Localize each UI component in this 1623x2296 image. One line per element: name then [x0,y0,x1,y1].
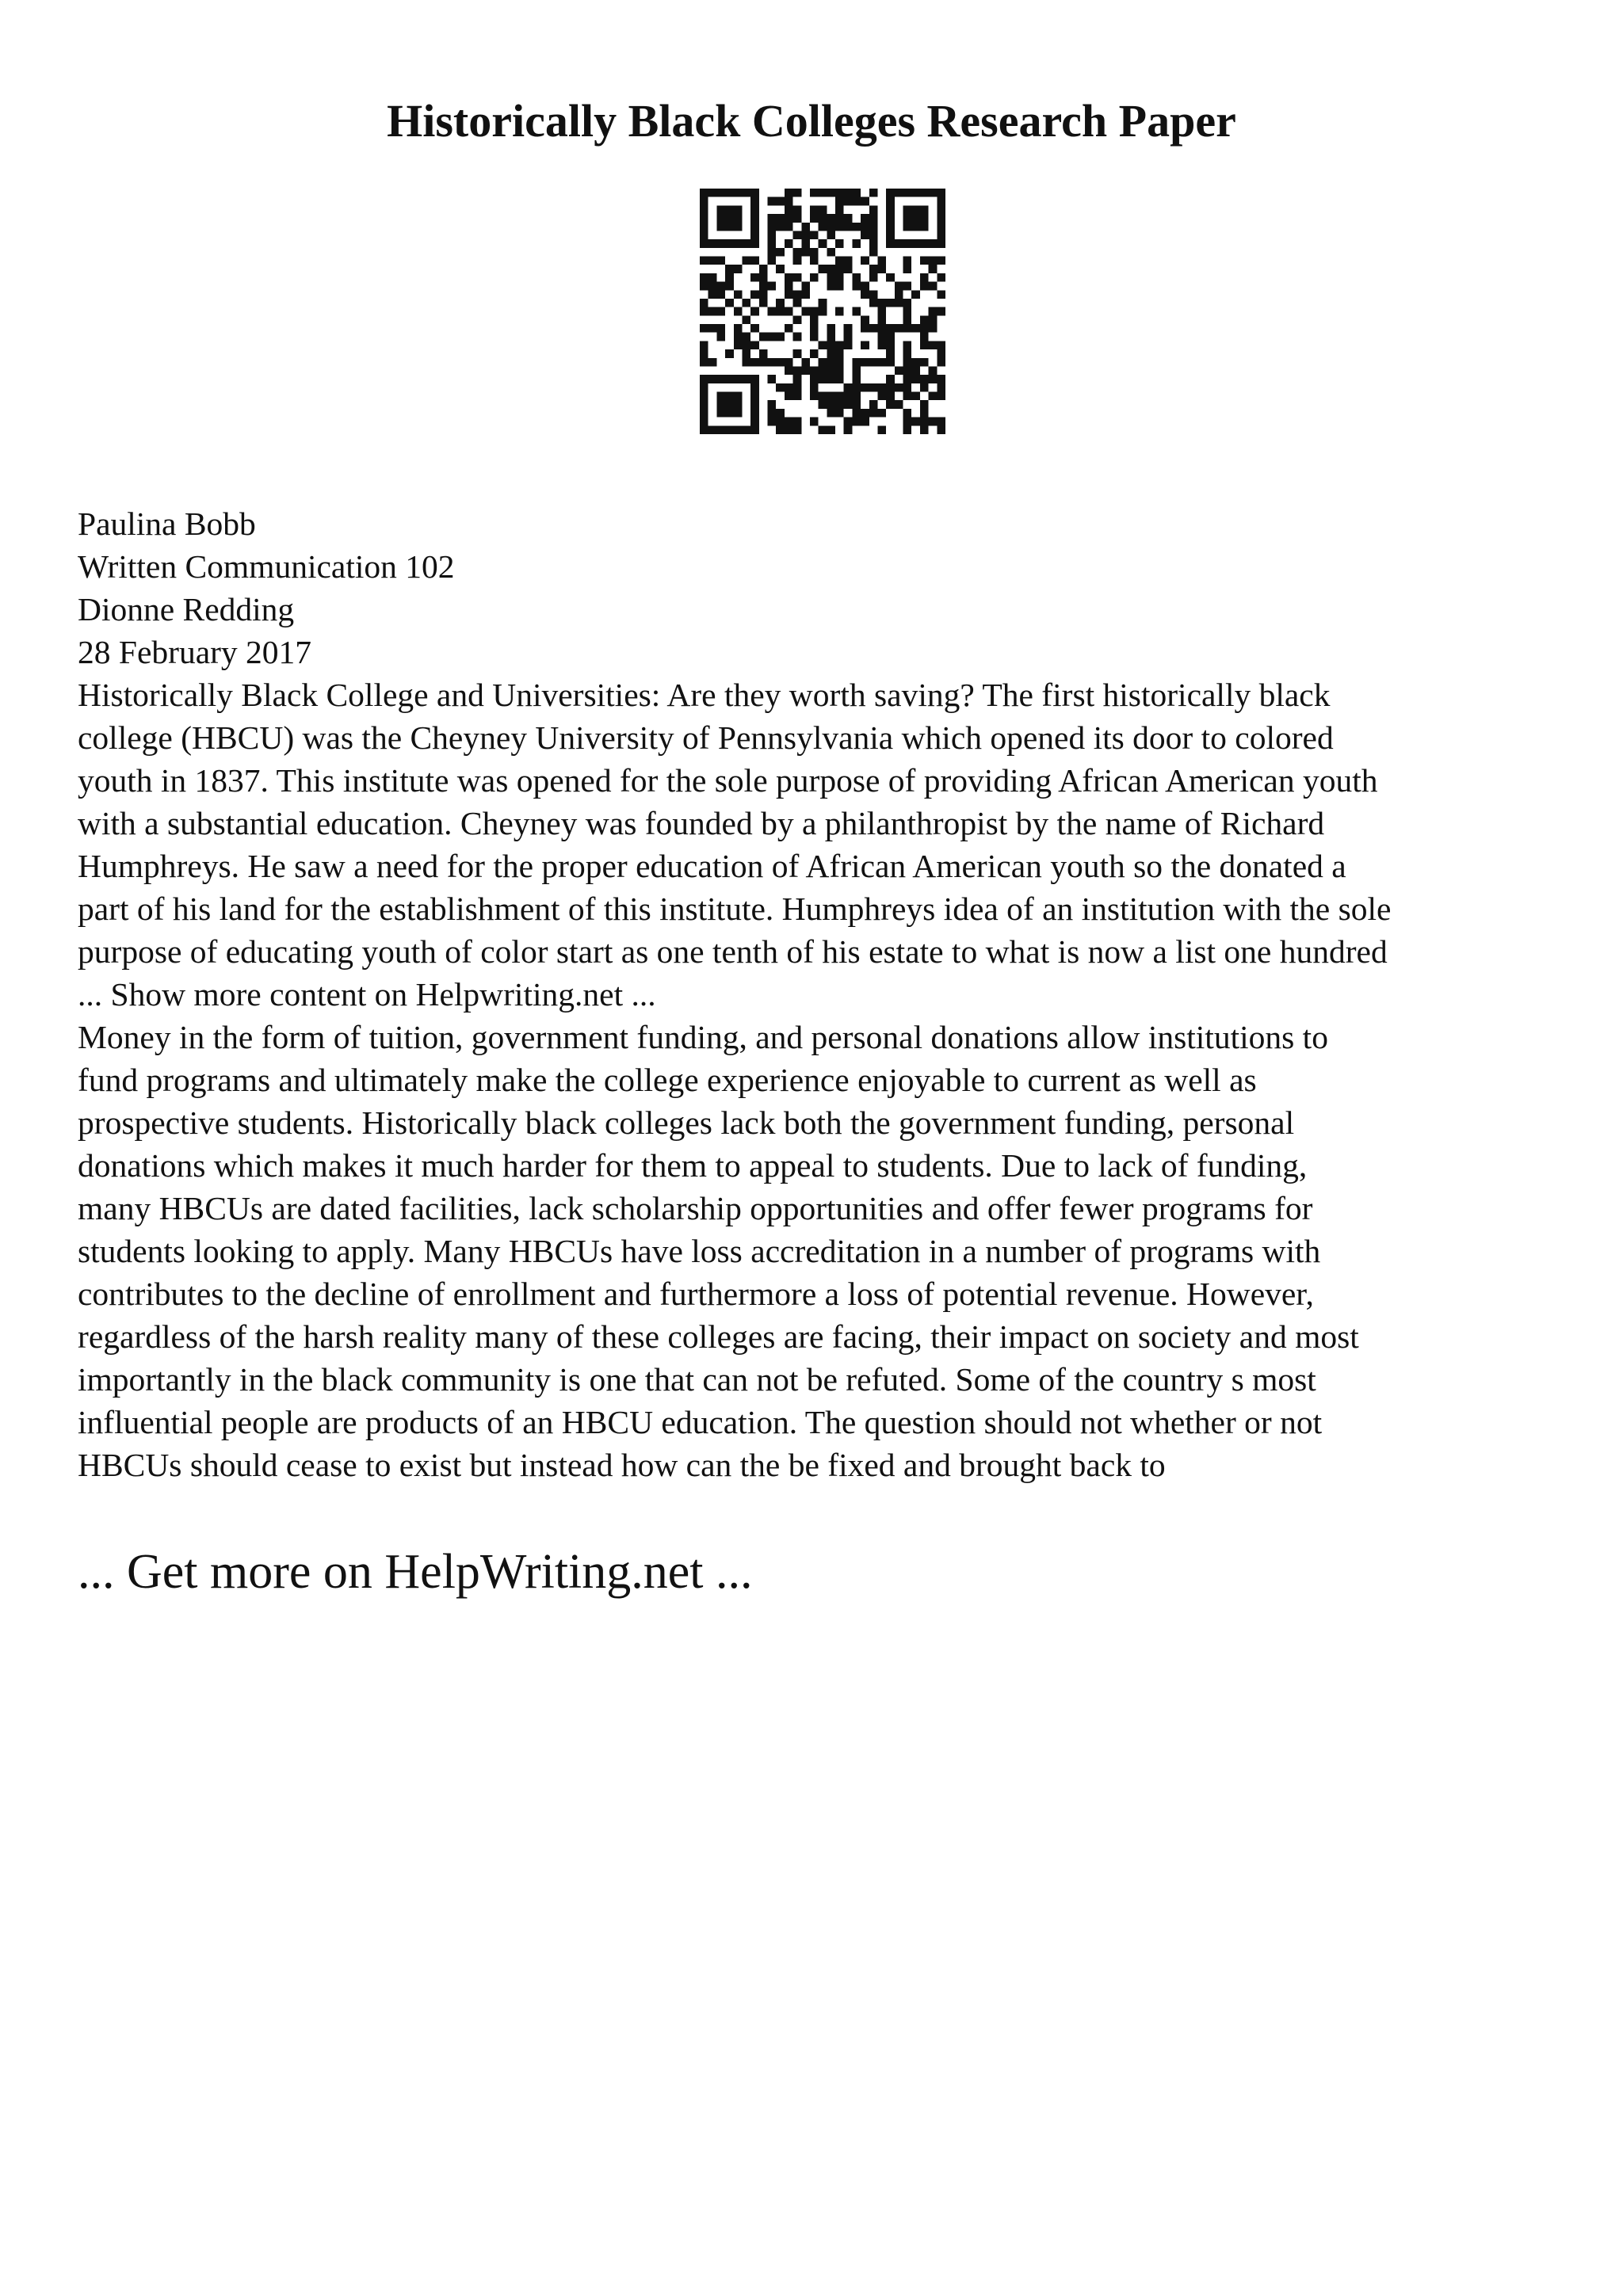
body-line: many HBCUs are dated facilities, lack scholarship opportunities and offer fewer programs for [78,1190,1313,1226]
body-line: regardless of the harsh reality many of these colleges are facing, their impact on society and most [78,1318,1359,1355]
body-line: importantly in the black community is one that can not be refuted. Some of the country s most [78,1361,1316,1398]
document-title: Historically Black Colleges Research Paper [387,95,1236,147]
document-body [78,502,1568,1486]
body-line: donations which makes it much harder for them to appeal to students. Due to lack of funding, [78,1147,1308,1184]
date-line: 28 February 2017 [78,634,312,670]
show-more-link[interactable]: ... Show more content on Helpwriting.net ... [78,976,656,1013]
body-line: prospective students. Historically black colleges lack both the government funding, personal [78,1104,1295,1141]
course-line: Written Communication 102 [78,548,455,585]
body-line: with a substantial education. Cheyney was founded by a philanthropist by the name of Richard [78,805,1325,841]
body-line: purpose of educating youth of color start as one tenth of his estate to what is now a list one hundred [78,933,1388,970]
body-line: Humphreys. He saw a need for the proper education of African American youth so the donated a [78,848,1346,884]
body-line: fund programs and ultimately make the college experience enjoyable to current as well as [78,1062,1257,1098]
body-line: Historically Black College and Universities: Are they worth saving? The first historically black [78,677,1331,713]
body-line: part of his land for the establishment of this institute. Humphreys idea of an institution with the sole [78,891,1392,927]
author-line: Paulina Bobb [78,505,256,542]
body-line: college (HBCU) was the Cheyney University of Pennsylvania which opened its door to colored [78,719,1334,756]
instructor-line: Dionne Redding [78,591,295,627]
body-line: HBCUs should cease to exist but instead how can the be fixed and brought back to [78,1447,1166,1483]
body-line: students looking to apply. Many HBCUs have loss accreditation in a number of programs with [78,1233,1321,1269]
body-line: Money in the form of tuition, government funding, and personal donations allow institutions to [78,1019,1328,1055]
body-line: youth in 1837. This institute was opened for the sole purpose of providing African American youth [78,762,1378,799]
body-line: contributes to the decline of enrollment and furthermore a loss of potential revenue. However, [78,1276,1314,1312]
get-more-link[interactable]: ... Get more on HelpWriting.net ... [78,1545,753,1599]
body-line: influential people are products of an HBCU education. The question should not whether or not [78,1404,1323,1440]
qr-code-icon[interactable] [700,189,945,434]
